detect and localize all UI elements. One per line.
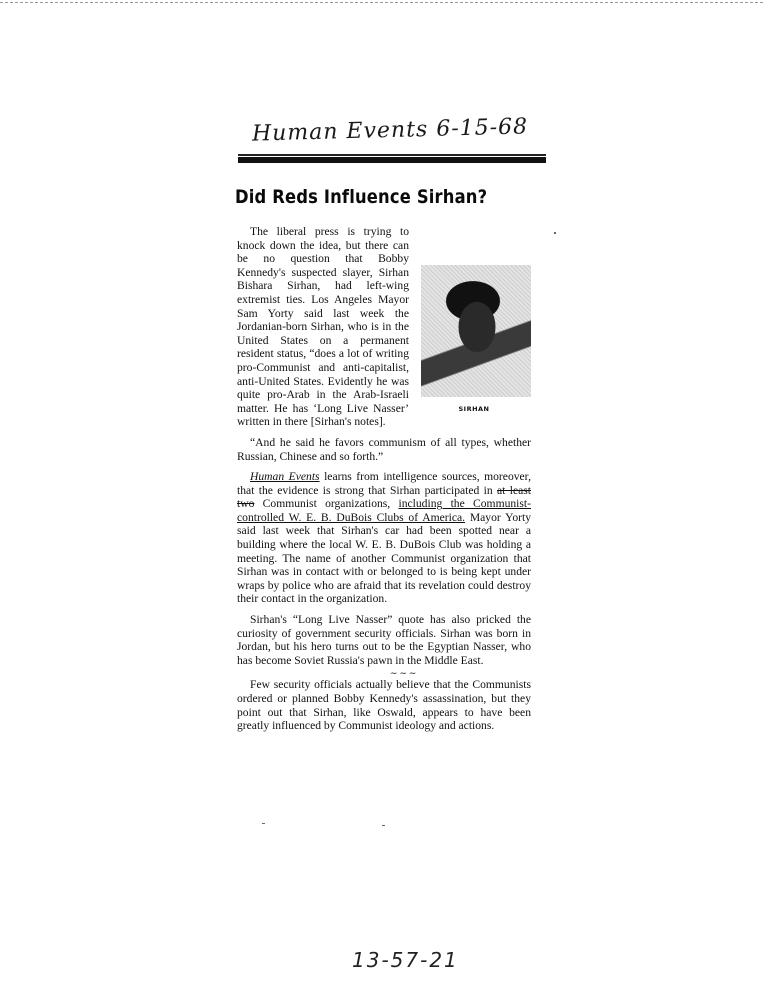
paragraph-2: “And he said he favors communism of all types, whether Russian, Chinese and so forth.” — [237, 435, 531, 463]
underlined-text: including the Communist-controlled W. E. B. DuBois Clubs of America. — [237, 497, 531, 524]
struck-text: at least two — [237, 483, 531, 511]
portrait-photo — [421, 265, 531, 397]
photo-caption: SIRHAN — [458, 405, 490, 413]
section-ornament: ∼∼∼ — [389, 668, 419, 679]
file-number: 13-57-21 — [352, 948, 459, 972]
handwritten-source-note: Human Events 6-15-68 — [251, 114, 529, 147]
article-body — [237, 225, 531, 740]
article-headline: Did Reds Influence Sirhan? — [235, 186, 488, 208]
scan-top-border — [0, 2, 763, 3]
header-rule-thick — [238, 157, 546, 163]
scan-speck — [554, 232, 556, 234]
paragraph-3-part-c: Mayor Yorty said last week that Sirhan's car had been spotted near a building where the local W. E. B. DuBois Club was holding a meeting. The name of another Communist organization that Sirhan was in contact with or belonged to is being kept under wraps by police who are afraid that its revelation could destroy their contact in the organization. — [237, 510, 531, 606]
paragraph-3-part-a: learns from intelligence sources, moreover, that the evidence is strong that Sirhan participated in — [237, 470, 531, 497]
scan-speck — [382, 825, 385, 826]
paragraph-1: The liberal press is trying to knock down the idea, but there can be no question that Bobby Kennedy's suspected slayer, Sirhan Bishara Sirhan, had left-wing extremist ties. Los Angeles Mayor Sam Yorty said last week the Jordanian-born Sirhan, who is in the United States on a permanent resident status, “does a lot of writing pro-Communist and anti-capitalist, anti-United States. Evidently he was quite pro-Arab in the Arab-Israeli matter. He has ‘Long Live Nasser’ written in there [Sirhan's notes]. — [237, 225, 409, 429]
paragraph-4: Sirhan's “Long Live Nasser” quote has also pricked the curiosity of government security officials. Sirhan was born in Jordan, but his hero turns out to be the Egyptian Nasser, who has become Soviet Russia's pawn in the Middle East. — [237, 613, 531, 667]
scan-speck — [262, 823, 265, 824]
paragraph-5: Few security officials actually believe that the Communists ordered or planned Bobby Kennedy's assassination, but they point out that Sirhan, like Oswald, appears to have been greatly influenced by Communist ideology and actions. — [237, 678, 531, 733]
photo-figure — [417, 265, 531, 417]
paragraph-3-part-b: Communist organizations, — [254, 497, 399, 511]
header-rule-thin — [238, 154, 546, 156]
publication-reference: Human Events — [250, 470, 320, 484]
paragraph-3 — [237, 470, 531, 606]
